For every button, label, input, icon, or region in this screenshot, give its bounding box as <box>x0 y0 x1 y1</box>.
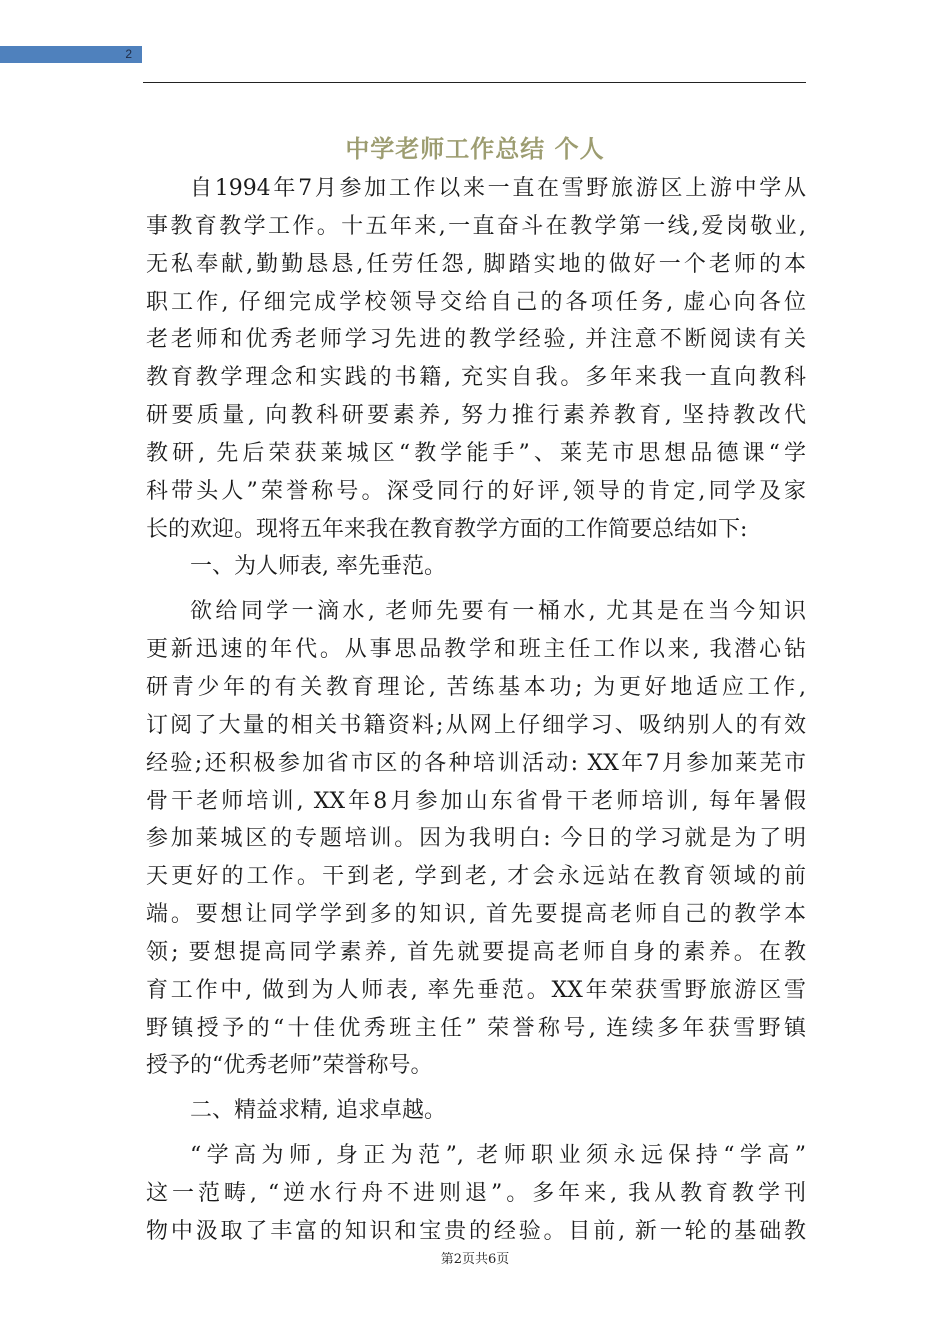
body-line: 骨干老师培训, XX年8月参加山东省骨干老师培训, 每年暑假 <box>146 788 806 814</box>
body-line: 无私奉献,勤勤恳恳,任劳任怨, 脚踏实地的做好一个老师的本 <box>146 251 806 277</box>
page-tab-number: 2 <box>125 47 132 61</box>
section-heading: 二、精益求精, 追求卓越。 <box>190 1098 446 1124</box>
section-heading: 一、为人师表, 率先垂范。 <box>190 554 446 580</box>
body-line: 订阅了大量的相关书籍资料;从网上仔细学习、吸纳别人的有效 <box>146 712 806 738</box>
body-line: 经验;还积极参加省市区的各种培训活动: XX年7月参加莱芜市 <box>146 750 806 776</box>
body-line: 育工作中, 做到为人师表, 率先垂范。XX年荣获雪野旅游区雪 <box>146 977 806 1003</box>
body-line: 教育教学理念和实践的书籍, 充实自我。多年来我一直向教科 <box>146 365 806 391</box>
body-line: “学高为师, 身正为范”, 老师职业须永远保持“学高” <box>190 1143 806 1169</box>
body-line: 教研, 先后荣获莱城区“教学能手”、莱芜市思想品德课“学 <box>146 440 806 466</box>
body-line: 自1994年7月参加工作以来一直在雪野旅游区上游中学从 <box>190 176 806 201</box>
page-number-tab <box>0 46 142 63</box>
body-line: 科带头人”荣誉称号。深受同行的好评,领导的肯定,同学及家 <box>146 478 806 504</box>
body-text <box>146 170 806 1251</box>
body-line: 研青少年的有关教育理论, 苦练基本功; 为更好地适应工作, <box>146 674 806 700</box>
body-line: 参加莱城区的专题培训。因为我明白: 今日的学习就是为了明 <box>146 826 806 852</box>
body-line: 老老师和优秀老师学习先进的教学经验, 并注意不断阅读有关 <box>146 327 806 353</box>
body-line: 长的欢迎。现将五年来我在教育教学方面的工作简要总结如下: <box>146 516 748 542</box>
page-footer: 第2页共6页 <box>440 1252 510 1267</box>
body-line: 端。要想让同学学到多的知识, 首先要提高老师自己的教学本 <box>146 902 806 928</box>
body-line: 职工作, 仔细完成学校领导交给自己的各项任务, 虚心向各位 <box>146 289 806 315</box>
header-rule <box>143 82 806 83</box>
document-title: 中学老师工作总结 个人 <box>345 134 605 163</box>
body-line: 研要质量, 向教科研要素养, 努力推行素养教育, 坚持教改代 <box>146 403 806 429</box>
body-line: 授予的“优秀老师”荣誉称号。 <box>146 1053 433 1079</box>
body-line: 更新迅速的年代。从事思品教学和班主任工作以来, 我潜心钻 <box>146 637 806 663</box>
body-line: 欲给同学一滴水, 老师先要有一桶水, 尤其是在当今知识 <box>190 599 806 625</box>
body-line: 这一范畴, “逆水行舟不进则退”。多年来, 我从教育教学刊 <box>146 1180 806 1206</box>
body-line: 事教育教学工作。十五年来,一直奋斗在教学第一线,爱岗敬业, <box>146 213 806 239</box>
body-line: 物中汲取了丰富的知识和宝贵的经验。目前, 新一轮的基础教 <box>146 1218 806 1244</box>
body-line: 野镇授予的“十佳优秀班主任” 荣誉称号, 连续多年获雪野镇 <box>146 1015 806 1041</box>
body-line: 天更好的工作。干到老, 学到老, 才会永远站在教育领域的前 <box>146 864 806 890</box>
body-line: 领; 要想提高同学素养, 首先就要提高老师自身的素养。在教 <box>146 939 806 965</box>
